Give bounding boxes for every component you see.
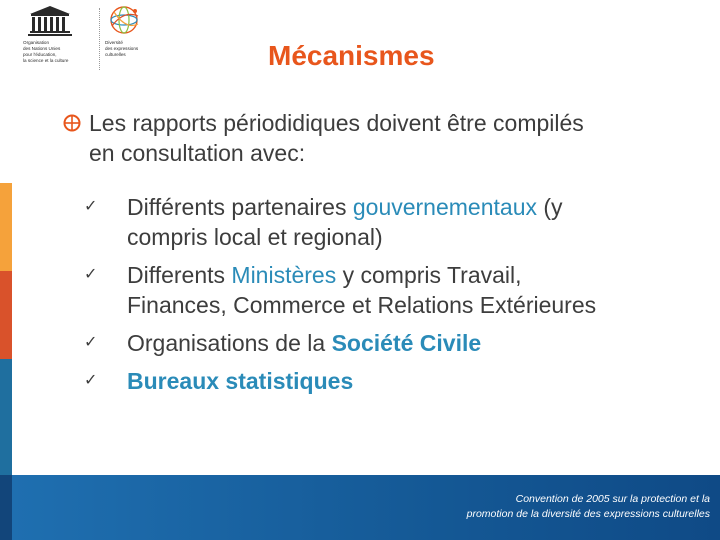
item-2-highlight: Ministères [231, 262, 337, 288]
list-item-text [127, 192, 667, 252]
slide-title: Mécanismes [268, 40, 435, 71]
checkmark-icon: ✓ [84, 266, 98, 283]
unesco-logo-icon [22, 4, 78, 66]
checkmark-icon: ✓ [84, 372, 98, 389]
slide-body [63, 108, 683, 404]
item-3-highlight: Société Civile [331, 330, 482, 356]
left-strip-red [0, 271, 12, 359]
left-strip-blue [0, 359, 12, 475]
item-3-text-pre: Organisations de la [127, 330, 332, 356]
main-bullet-line-2: en consultation avec: [89, 140, 306, 166]
list-item [63, 366, 683, 396]
convention-text-3: culturelles [105, 52, 126, 57]
item-1-text-pre: Différents partenaires [127, 194, 353, 220]
title-container [268, 40, 435, 72]
checkmark-icon: ✓ [84, 198, 98, 215]
list-item-text [127, 260, 667, 320]
main-bullet-line-1: Les rapports périodidiques doivent être compilés [89, 110, 584, 136]
item-2-line-2: Finances, Commerce et Relations Extérieures [127, 292, 597, 318]
item-1-line-2: compris local et regional) [127, 224, 383, 250]
logo-divider [99, 8, 100, 70]
unesco-text-2: des Nations Unies [23, 46, 61, 51]
list-item [63, 192, 683, 252]
footer-line-2: promotion de la diversité des expressions culturelles [466, 508, 710, 520]
item-4-highlight: Bureaux statistiques [127, 368, 354, 394]
footer-bar [12, 475, 720, 540]
item-1-text-post: (y [536, 194, 563, 220]
main-bullet-text [89, 108, 584, 168]
convention-logo-icon [104, 4, 152, 66]
footer-line-1: Convention de 2005 sur la protection et la [515, 493, 710, 505]
sub-bullet-list [63, 192, 683, 396]
convention-text-2: des expressions [105, 46, 139, 51]
convention-text-1: Diversité [105, 40, 123, 45]
footer-caption [467, 492, 710, 522]
checkmark-icon: ✓ [84, 334, 98, 351]
circle-bullet-icon [63, 114, 81, 132]
list-item [63, 328, 683, 358]
left-strip-white [0, 0, 12, 183]
unesco-text-4: la science et la culture [23, 58, 69, 63]
unesco-text-3: pour l'éducation, [23, 52, 57, 57]
item-2-text-pre: Differents [127, 262, 232, 288]
unesco-text-1: Organisation [23, 40, 50, 45]
main-bullet [63, 108, 683, 168]
item-2-text-post: y compris Travail, [336, 262, 522, 288]
list-item-text [127, 366, 667, 396]
item-1-highlight: gouvernementaux [352, 194, 537, 220]
list-item-text [127, 328, 667, 358]
left-strip-navy [0, 475, 12, 540]
logo-area [22, 4, 152, 70]
left-strip-orange [0, 183, 12, 271]
list-item [63, 260, 683, 320]
